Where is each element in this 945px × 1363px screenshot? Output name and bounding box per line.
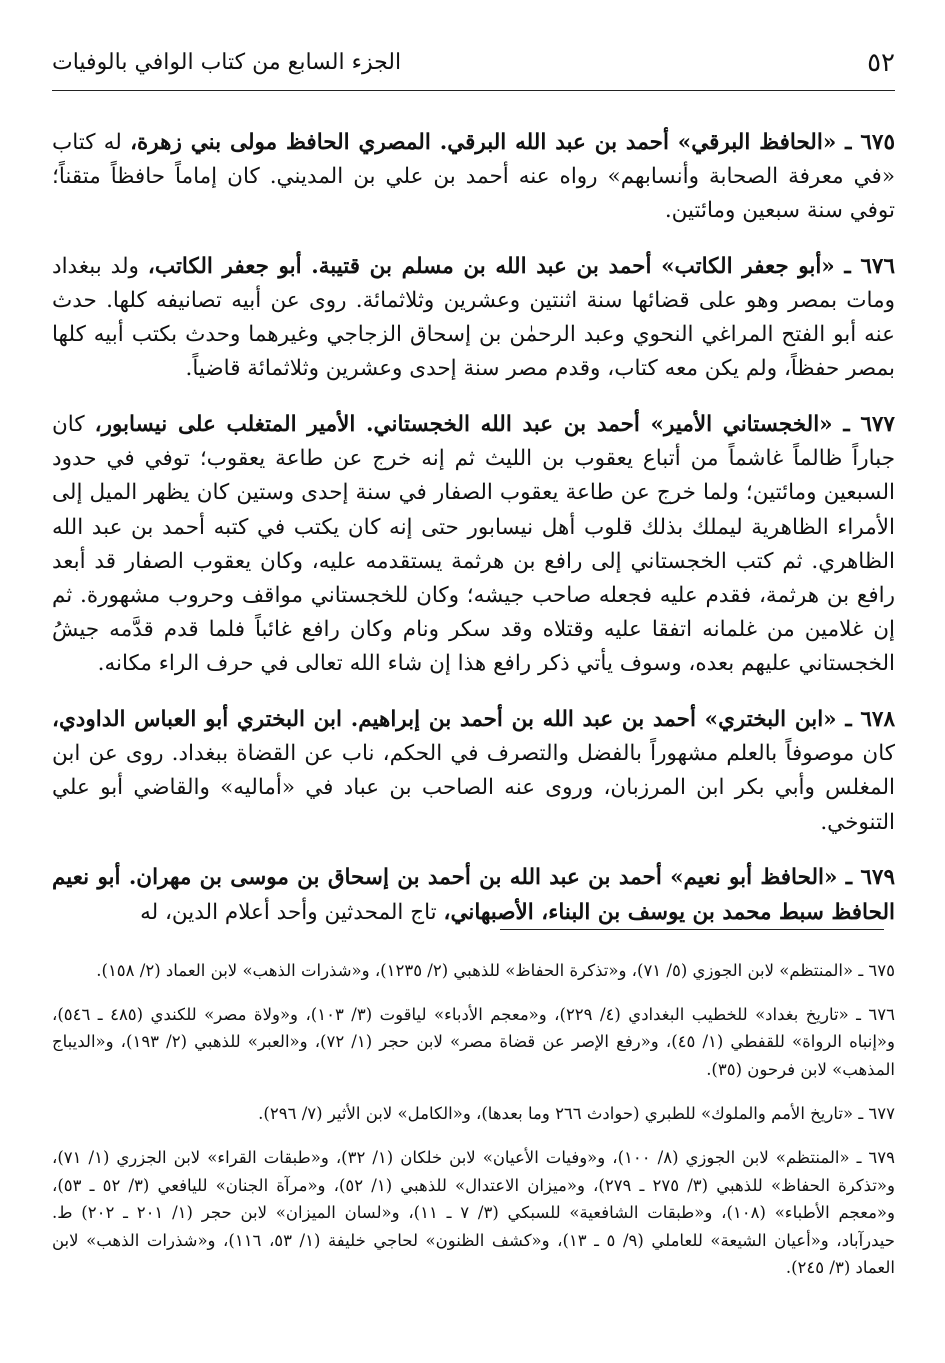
entry-676 bbox=[52, 250, 895, 387]
main-text bbox=[52, 104, 895, 935]
footnote-679: ٦٧٩ ـ «المنتظم» لابن الجوزي (٨/ ١٠٠)، و«وفيات الأعيان» لابن خلكان (١/ ٣٢)، و«طبقات القراء» لابن الجزري (١/ ٧١)، و«تذكرة الحفاظ» للذهبي (٣/ ٢٧٥ ـ ٢٧٩)، و«ميزان الاعتدال» للذهبي (١/ ٥٢)، و«مرآة الجنان» لليافعي (٣/ ٥٢ ـ ٥٣)، و«معجم الأطباء» (١٠٨)، و«طبقات الشافعية» للسبكي (٣/ ٧ ـ ١١)، و«لسان الميزان» لابن حجر (١/ ٢٠١ ـ ٢٠٢) ط. حيدرآباد، و«أعيان الشيعة» للعاملي (٩/ ٥ ـ ١٣)، و«كشف الظنون» لحاجي خليفة (١/ ٥٣، ١١٦)، و«شذرات الذهب» لابن العماد (٣/ ٢٤٥). bbox=[52, 1147, 896, 1278]
entry-body: كان موصوفاً بالعلم مشهوراً بالفضل والتصرف في الحكم، ناب عن القضاة ببغداد. روى عن ابن المغلس وأبي بكر ابن المرزبان، وروى عنه الصاحب بن عباد في «أماليه» والقاضي أبو علي التنوخي. bbox=[52, 741, 895, 835]
entry-heading: ٦٧٦ ـ «أبو جعفر الكاتب» أحمد بن عبد الله بن مسلم بن قتيبة. أبو جعفر الكاتب، bbox=[147, 253, 895, 279]
entry-heading: ٦٧٧ ـ «الخجستاني الأمير» أحمد بن عبد الله الخجستاني. الأمير المتغلب على نيسابور، bbox=[94, 411, 895, 437]
footnote-675: ٦٧٥ ـ «المنتظم» لابن الجوزي (٥/ ٧١)، و«تذكرة الحفاظ» للذهبي (٢/ ١٢٣٥)، و«شذرات الذهب» لابن العماد (٢/ ١٥٨). bbox=[96, 960, 895, 980]
page-header bbox=[52, 42, 895, 91]
entry-heading: ٦٧٨ ـ «ابن البختري» أحمد بن عبد الله بن أحمد بن إبراهيم. ابن البختري أبو العباس الداودي، bbox=[52, 707, 895, 733]
entry-677 bbox=[52, 408, 895, 682]
entry-675 bbox=[52, 126, 895, 229]
footnote-separator bbox=[500, 929, 884, 930]
entry-body: له كتاب «في معرفة الصحابة وأنسابهم» رواه عنه أحمد بن علي بن المديني. كان إماماً حافظاً متقناً؛ توفي سنة سبعين ومائتين. bbox=[52, 129, 895, 223]
footnote-676: ٦٧٦ ـ «تاريخ بغداد» للخطيب البغدادي (٤/ ٢٢٩)، و«معجم الأدباء» لياقوت (٣/ ١٠٣)، و«ولاة مصر» للكندي (٤٨٥ ـ ٥٤٦)، و«إنباه الرواة» للقفطي (١/ ٤٥)، و«رفع الإصر عن قضاة مصر» لابن حجر (١/ ٧٢)، و«العبر» للذهبي (٢/ ١٩٣)، و«الديباج المذهب» لابن فرحون (٣٥). bbox=[52, 1004, 895, 1079]
entry-heading: ٦٧٩ ـ «الحافظ أبو نعيم» أحمد بن عبد الله بن أحمد بن إسحاق بن موسى بن مهران. أبو نعيم الحافظ سبط محمد بن يوسف بن البناء، الأصبهاني، bbox=[52, 865, 895, 925]
entry-body: تاج المحدثين وأحد أعلام الدين، له bbox=[140, 899, 444, 925]
entry-679 bbox=[52, 861, 895, 929]
page-number: ٥٢ bbox=[867, 48, 895, 78]
footnotes bbox=[52, 940, 895, 1287]
entry-body: كان جباراً ظالماً غاشماً من أتباع يعقوب بن الليث ثم إنه خرج عن طاعة يعقوب؛ توفي في حدود السبعين ومائتين؛ ولما خرج عن طاعة يعقوب الصفار في سنة إحدى وستين كان يظهر الميل إلى الأمراء الظاهرية ليملك بذلك قلوب أهل نيسابور حتى إنه كان يكتب في كتبه أحمد بن عبد الله الظاهري. ثم كتب الخجستاني إلى رافع بن هرثمة يستقدمه عليه، وكان يعقوب الصفار قد أبعد رافع بن هرثمة، فقدم عليه فجعله صاحب جيشه؛ وكان للخجستاني مواقف وحروب مشهورة. ثم إن غلامين من غلمانه اتفقا عليه وقتلاه وقد سكر ونام وكان رافع غائباً فلما قدم قدَّمه جيشُ الخجستاني عليهم بعده، وسوف يأتي ذكر رافع هذا إن شاء الله تعالى في حرف الراء مكانه. bbox=[52, 411, 895, 677]
footnote-677: ٦٧٧ ـ «تاريخ الأمم والملوك» للطبري (حوادث ٢٦٦ وما بعدها)، و«الكامل» لابن الأثير (٧/ ٢٩٦). bbox=[258, 1103, 895, 1123]
entry-678 bbox=[52, 703, 895, 840]
entry-heading: ٦٧٥ ـ «الحافظ البرقي» أحمد بن عبد الله البرقي. المصري الحافظ مولى بني زهرة، bbox=[130, 129, 895, 155]
entry-body: ولد ببغداد ومات بمصر وهو على قضائها سنة اثنتين وعشرين وثلاثمائة. روى عن أبيه تصانيفه كلها. حدث عنه أبو الفتح المراغي النحوي وعبد الرحمٰن بن إسحاق الزجاجي وغيرهما وحدث بكتب أبيه كلها بمصر حفظاً، ولم يكن معه كتاب، وقدم مصر سنة إحدى وعشرين وثلاثمائة قاضياً. bbox=[52, 253, 895, 382]
running-title: الجزء السابع من كتاب الوافي بالوفيات bbox=[52, 50, 402, 75]
